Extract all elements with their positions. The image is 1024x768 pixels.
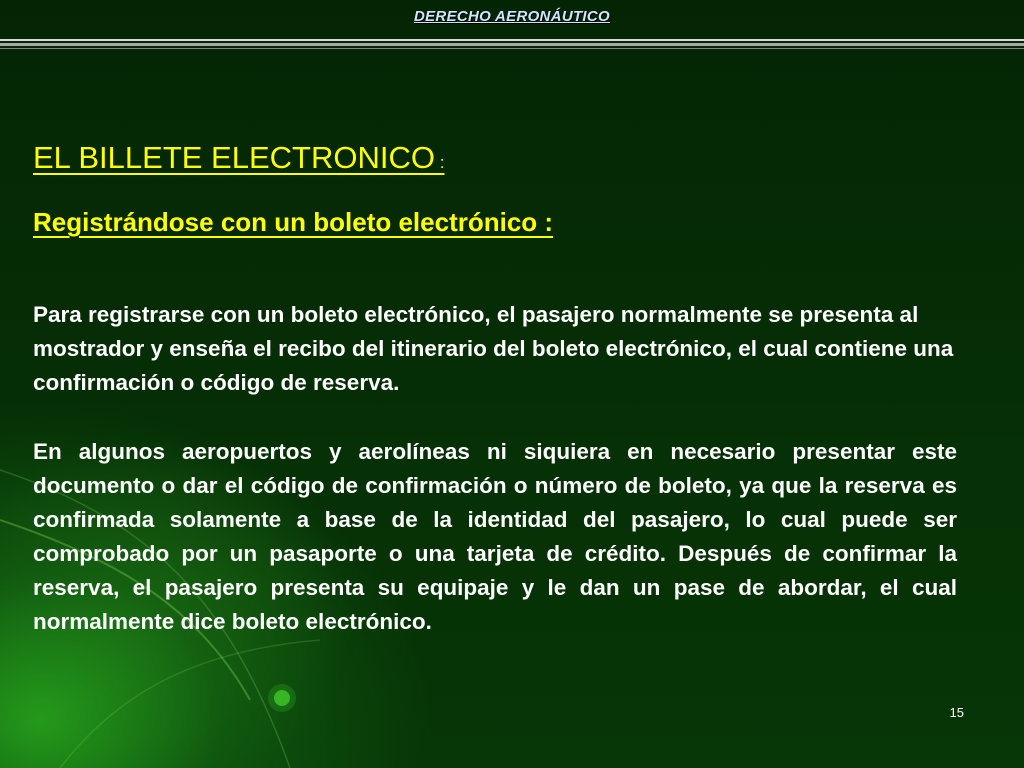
header-divider [0, 43, 1024, 46]
slide-title-colon: : [434, 153, 445, 172]
page-number: 15 [949, 705, 964, 720]
slide-title [33, 140, 444, 176]
slide-title-text: EL BILLETE ELECTRONICO [33, 140, 435, 175]
slide-subtitle: Registrándose con un boleto electrónico : [33, 207, 554, 237]
header-title: DERECHO AERONÁUTICO [414, 8, 610, 25]
header-divider [0, 39, 1024, 41]
header-divider [0, 48, 1024, 49]
body-paragraph: En algunos aeropuertos y aerolíneas ni siquiera en necesario presentar este documento o dar el código de confirmación o número de boleto, ya que la reserva es confirmada solamente a base de la identidad del pasajero, lo cual puede ser comprobado por un pasaporte o una tarjeta de crédito. Después de confirmar la reserva, el pasajero presenta su equipaje y le dan un pase de abordar, el cual normalmente dice boleto electrónico. [33, 439, 957, 634]
body-paragraph: Para registrarse con un boleto electrónico, el pasajero normalmente se presenta al mostrador y enseña el recibo del itinerario del boleto electrónico, el cual contiene una confirmación o código de reserva. [33, 302, 954, 395]
